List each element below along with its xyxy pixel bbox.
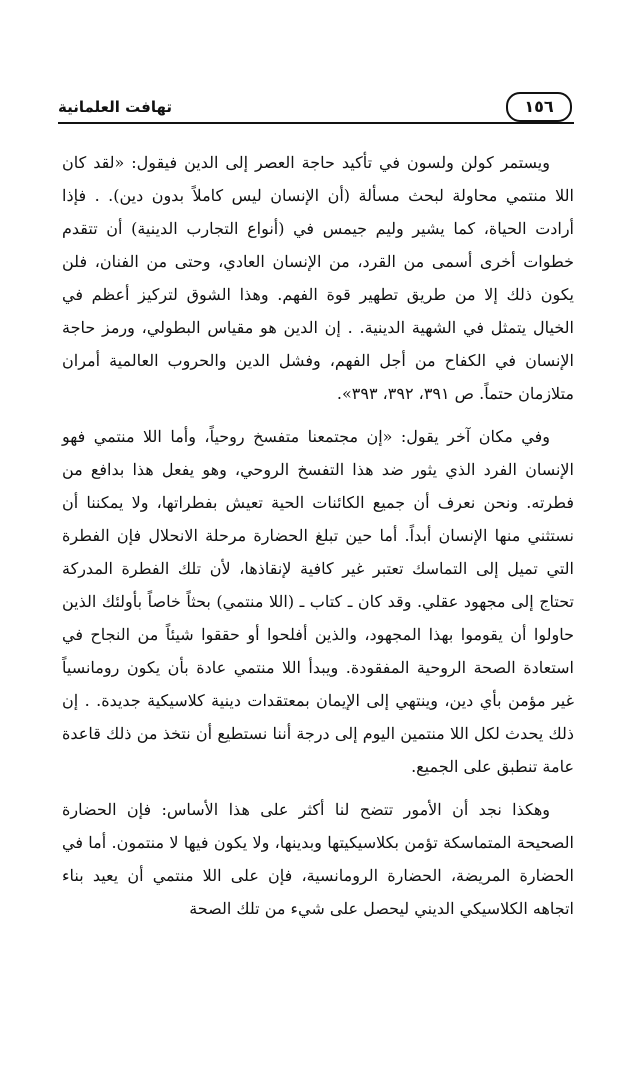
- paragraph-2: وفي مكان آخر يقول: «إن مجتمعنا متفسخ روحياً، وأما اللا منتمي فهو الإنسان الفرد الذي يثور ضد هذا التفسخ الروحي، وهو يفعل هذا بدافع من فطرته. ونحن نعرف أن جميع الكائنات الحية تعيش بفطراتها، ولا يمكننا أن نستثني منها الإنسان أبداً. أما حين تبلغ الحضارة مرحلة الانحلال فإن الفطرة التي تميل إلى التماسك تعتبر غير كافية لإنقاذها، لأن تلك الفطرة المدركة تحتاج إلى مجهود عقلي. وقد كان ـ كتاب ـ (اللا منتمي) بحثاً خاصاً بأولئك الذين حاولوا أن يقوموا بهذا المجهود، والذين أفلحوا أو حققوا شيئاً من النجاح في استعادة الصحة الروحية المفقودة. ويبدأ اللا منتمي عادة بأن يكون رومانسياً غير مؤمن بأي دين، وينتهي إلى الإيمان بمعتقدات دينية كلاسيكية جديدة. . إن ذلك يحدث لكل اللا منتمين اليوم إلى درجة أننا نستطيع أن نتخذ من ذلك قاعدة عامة تنطبق على الجميع.: [62, 427, 575, 776]
- page-body: [62, 146, 574, 935]
- page-number-badge: ١٥٦: [506, 92, 572, 122]
- page-header: [58, 90, 574, 124]
- book-title: تهافت العلمانية: [58, 98, 172, 116]
- header-rule: [58, 122, 574, 124]
- paragraph-1: ويستمر كولن ولسون في تأكيد حاجة العصر إلى الدين فيقول: «لقد كان اللا منتمي محاولة لبحث مسألة (أن الإنسان ليس كاملاً بدون دين). . فإذا أرادت الحياة، كما يشير وليم جيمس في (أنواع التجارب الدينية) أن تتقدم خطوات أخرى أسمى من القرد، من الإنسان العادي، وحتى من الفنان، فلن يكون ذلك إلا من طريق تطهير قوة الفهم. وهذا الشوق لتركيز أعظم في الخيال يتمثل في الشهية الدينية. . إن الدين هو مقياس البطولي، ورمز حاجة الإنسان في الكفاح من أجل الفهم، وفشل الدين والحروب العالمية أمران متلازمان حتماً. ص ٣٩١، ٣٩٢، ٣٩٣».: [62, 153, 574, 403]
- paragraph-3: وهكذا نجد أن الأمور تتضح لنا أكثر على هذا الأساس: فإن الحضارة الصحيحة المتماسكة تؤمن بكلاسيكيتها وبدينها، ولا يكون فيها لا منتمون. أما في الحضارة المريضة، الحضارة الرومانسية، فإن على اللا منتمي أن يعيد بناء اتجاهه الكلاسيكي الديني ليحصل على شيء من تلك الصحة: [62, 800, 574, 918]
